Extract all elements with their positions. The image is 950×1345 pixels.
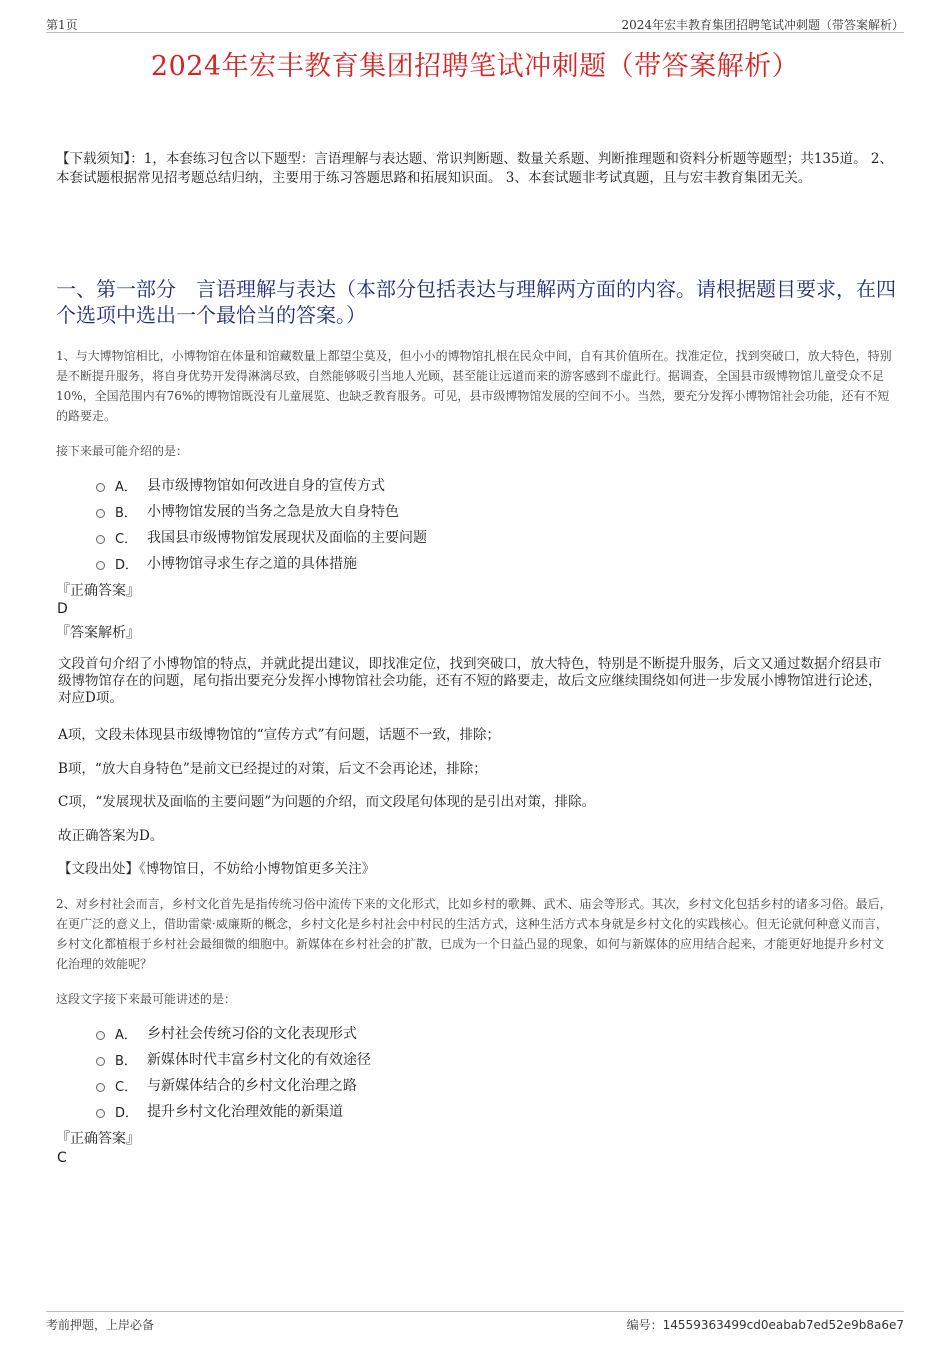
option-d[interactable] xyxy=(96,550,427,576)
radio-icon[interactable] xyxy=(96,1109,105,1118)
document-title: 2024年宏丰教育集团招聘笔试冲刺题（带答案解析） xyxy=(150,51,800,82)
answer-label: 『正确答案』 xyxy=(56,583,140,599)
option-text: 县市级博物馆如何改进自身的宣传方式 xyxy=(147,478,385,494)
question-1-options xyxy=(96,472,427,576)
option-letter: C． xyxy=(115,531,138,547)
question-2-prompt: 这段文字接下来最可能讲述的是： xyxy=(56,992,237,1006)
question-2-options xyxy=(96,1020,371,1124)
option-c[interactable] xyxy=(96,1072,371,1098)
page-footer xyxy=(46,1311,904,1330)
option-letter: D． xyxy=(115,557,139,573)
radio-icon[interactable] xyxy=(96,1057,105,1066)
option-text: 与新媒体结合的乡村文化治理之路 xyxy=(147,1078,357,1094)
code-value: 14559363499cd0eabab7ed52e9b8a6e7 xyxy=(662,1318,904,1332)
option-text: 提升乡村文化治理效能的新渠道 xyxy=(147,1104,343,1120)
option-letter: A． xyxy=(115,1027,137,1043)
option-letter: B． xyxy=(115,505,137,521)
option-text: 新媒体时代丰富乡村文化的有效途径 xyxy=(147,1052,371,1068)
option-text: 小博物馆寻求生存之道的具体措施 xyxy=(147,556,357,572)
option-a[interactable] xyxy=(96,472,427,498)
footer-slogan: 考前押题，上岸必备 xyxy=(46,1318,155,1332)
option-c[interactable] xyxy=(96,524,427,550)
radio-icon[interactable] xyxy=(96,561,105,570)
analysis-paragraph: A项，文段未体现县市级博物馆的“宣传方式”有问题，话题不一致，排除； xyxy=(58,727,501,743)
option-letter: A． xyxy=(115,479,137,495)
option-text: 小博物馆发展的当务之急是放大自身特色 xyxy=(147,504,399,520)
question-1-prompt: 接下来最可能介绍的是： xyxy=(56,444,189,458)
source-citation: 【文段出处】《博物馆日，不妨给小博物馆更多关注》 xyxy=(58,861,376,877)
question-2-text: 2、对乡村社会而言，乡村文化首先是指传统习俗中流传下来的文化形式，比如乡村的歌舞、武术、庙会等形式。其次，乡村文化包括乡村的诸多习俗。最后，在更广泛的意义上，借助雷蒙·威廉斯的概念，乡村文化是乡村社会中村民的生活方式，这种生活方式本身就是乡村文化的实践核心。但无论就何种意义而言，乡村文化都植根于乡村社会最细微的细胞中。新媒体在乡村社会的扩散，已成为一个日益凸显的现象，如何与新媒体的应用结合起来，才能更好地提升乡村文化治理的效能呢？ xyxy=(56,897,892,971)
option-a[interactable] xyxy=(96,1020,371,1046)
question-1-text: 1、与大博物馆相比，小博物馆在体量和馆藏数量上都望尘莫及，但小小的博物馆扎根在民众中间，自有其价值所在。找准定位，找到突破口，放大特色，特别是不断提升服务，将自身优势开发得淋漓尽致，自然能够吸引当地人光顾，甚至能让远道而来的游客感到不虚此行。据调查，全国县市级博物馆儿童受众不足10%，全国范围内有76%的博物馆既没有儿童展览、也缺乏教育服务。可见，县市级博物馆发展的空间不小。当然，要充分发挥小博物馆社会功能，还有不短的路要走。 xyxy=(56,349,892,423)
answer-value: C xyxy=(57,1150,67,1166)
analysis-paragraph: 文段首句介绍了小博物馆的特点，并就此提出建议，即找准定位，找到突破口，放大特色，特别是不断提升服务，后文又通过数据介绍县市级博物馆存在的问题，尾句指出要充分发挥小博物馆社会功能，还有不短的路要走，故后文应继续围绕如何进一步发展小博物馆进行论述，对应D项。 xyxy=(58,656,882,706)
radio-icon[interactable] xyxy=(96,1031,105,1040)
option-d[interactable] xyxy=(96,1098,371,1124)
option-text: 乡村社会传统习俗的文化表现形式 xyxy=(147,1026,357,1042)
option-b[interactable] xyxy=(96,1046,371,1072)
analysis-paragraph: 故正确答案为D。 xyxy=(58,828,164,844)
code-label: 编号： xyxy=(626,1318,663,1332)
footer-code xyxy=(627,1316,904,1333)
radio-icon[interactable] xyxy=(96,483,105,492)
page-number: 第1页 xyxy=(46,18,78,32)
radio-icon[interactable] xyxy=(96,509,105,518)
section-title: 一、第一部分 言语理解与表达（本部分包括表达与理解两方面的内容。请根据题目要求，在四个选项中选出一个最恰当的答案。） xyxy=(56,277,896,327)
radio-icon[interactable] xyxy=(96,1083,105,1092)
option-b[interactable] xyxy=(96,498,427,524)
page-header xyxy=(46,14,904,33)
option-letter: C． xyxy=(115,1079,138,1095)
answer-value: D xyxy=(57,601,68,617)
radio-icon[interactable] xyxy=(96,535,105,544)
download-notice: 【下载须知】：1，本套练习包含以下题型：言语理解与表达题、常识判断题、数量关系题、判断推理题和资料分析题等题型；共135道。 2、本套试题根据常见招考题总结归纳，主要用于练习答题思路和拓展知识面。 3、本套试题非考试真题，且与宏丰教育集团无关。 xyxy=(56,151,893,186)
analysis-paragraph: C项，“发展现状及面临的主要问题”为问题的介绍，而文段尾句体现的是引出对策，排除。 xyxy=(58,794,596,810)
option-letter: D． xyxy=(115,1105,139,1121)
analysis-label: 『答案解析』 xyxy=(56,625,140,641)
answer-label: 『正确答案』 xyxy=(56,1131,140,1147)
option-text: 我国县市级博物馆发展现状及面临的主要问题 xyxy=(147,530,427,546)
analysis-paragraph: B项，“放大自身特色”是前文已经提过的对策，后文不会再论述，排除； xyxy=(58,761,487,777)
header-doc-title: 2024年宏丰教育集团招聘笔试冲刺题（带答案解析） xyxy=(621,18,904,32)
option-letter: B． xyxy=(115,1053,137,1069)
